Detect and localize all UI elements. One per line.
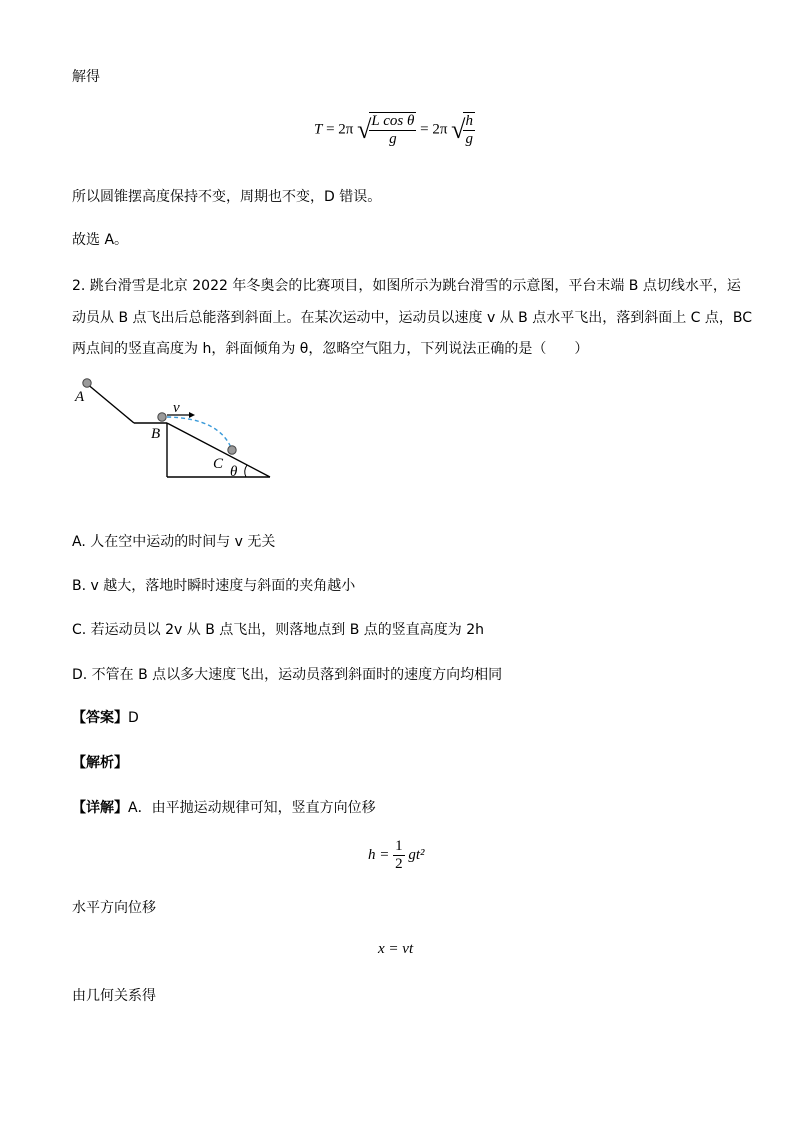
option-c: C. 若运动员以 2v 从 B 点飞出，则落地点到 B 点的竖直高度为 2h (72, 622, 485, 638)
slope-line (86, 383, 134, 423)
horizontal-displacement-label: 水平方向位移 (72, 900, 156, 916)
eq1-den1: g (389, 131, 397, 147)
angle-arc (245, 465, 247, 477)
answer-value: D (128, 710, 139, 726)
ball-a (83, 379, 91, 387)
question-line-1: 2. 跳台滑雪是北京 2022 年冬奥会的比赛项目，如图所示为跳台滑雪的示意图，平台末端 B 点切线水平，运 (72, 278, 741, 294)
horizontal-displacement-equation: x = vt (378, 941, 414, 957)
eq2-rest: gt² (408, 846, 425, 863)
geometry-label: 由几何关系得 (72, 988, 156, 1004)
option-d: D. 不管在 B 点以多大速度飞出，运动员落到斜面时的速度方向均相同 (72, 667, 503, 683)
solve-label: 解得 (72, 69, 100, 85)
period-equation: T = 2π √ $\frac{\text{L cos θ}}{g}$ = 2π √ $\frac{h}{g}$ (314, 113, 473, 147)
eq1-den2: g (465, 131, 473, 147)
label-theta: θ (230, 464, 238, 480)
label-b: B (151, 426, 161, 442)
eq2-lhs: h = (368, 846, 390, 863)
vertical-displacement-equation (368, 838, 425, 873)
ski-jump-diagram (72, 372, 282, 484)
label-a: A (75, 389, 85, 405)
ball-c (228, 446, 236, 454)
conclusion-d: 所以圆锥摆高度保持不变，周期也不变，D 错误。 (72, 189, 382, 205)
detail-tag: 【详解】 (72, 800, 128, 816)
velocity-arrowhead (189, 412, 195, 418)
answer-tag: 【答案】 (72, 710, 128, 726)
answer-row (72, 708, 139, 728)
label-v: v (173, 400, 180, 416)
trajectory-path (167, 417, 232, 450)
question-line-3: 两点间的竖直高度为 h，斜面倾角为 θ，忽略空气阻力，下列说法正确的是（ ） (72, 341, 589, 357)
eq1-num2: h (465, 113, 473, 129)
question-line-2: 动员从 B 点飞出后总能落到斜面上。在某次运动中，运动员以速度 v 从 B 点水平飞出，落到斜面上 C 点，BC (72, 310, 753, 326)
detail-text: A．由平抛运动规律可知，竖直方向位移 (128, 800, 376, 816)
option-b: B. v 越大，落地时瞬时速度与斜面的夹角越小 (72, 578, 356, 594)
option-a: A. 人在空中运动的时间与 v 无关 (72, 534, 276, 550)
label-c: C (213, 456, 224, 472)
detail-row (72, 798, 376, 818)
eq1-num1: L cos θ (371, 113, 415, 129)
eq1-coef2: = 2π (420, 121, 448, 138)
analysis-tag: 【解析】 (72, 755, 128, 771)
eq2-den: 2 (395, 856, 403, 872)
eq1-coef1: = 2π (326, 121, 354, 138)
eq2-num: 1 (395, 838, 403, 854)
choose-a: 故选 A。 (72, 232, 129, 248)
ball-b (158, 413, 166, 421)
eq1-lhs: T (314, 121, 323, 138)
